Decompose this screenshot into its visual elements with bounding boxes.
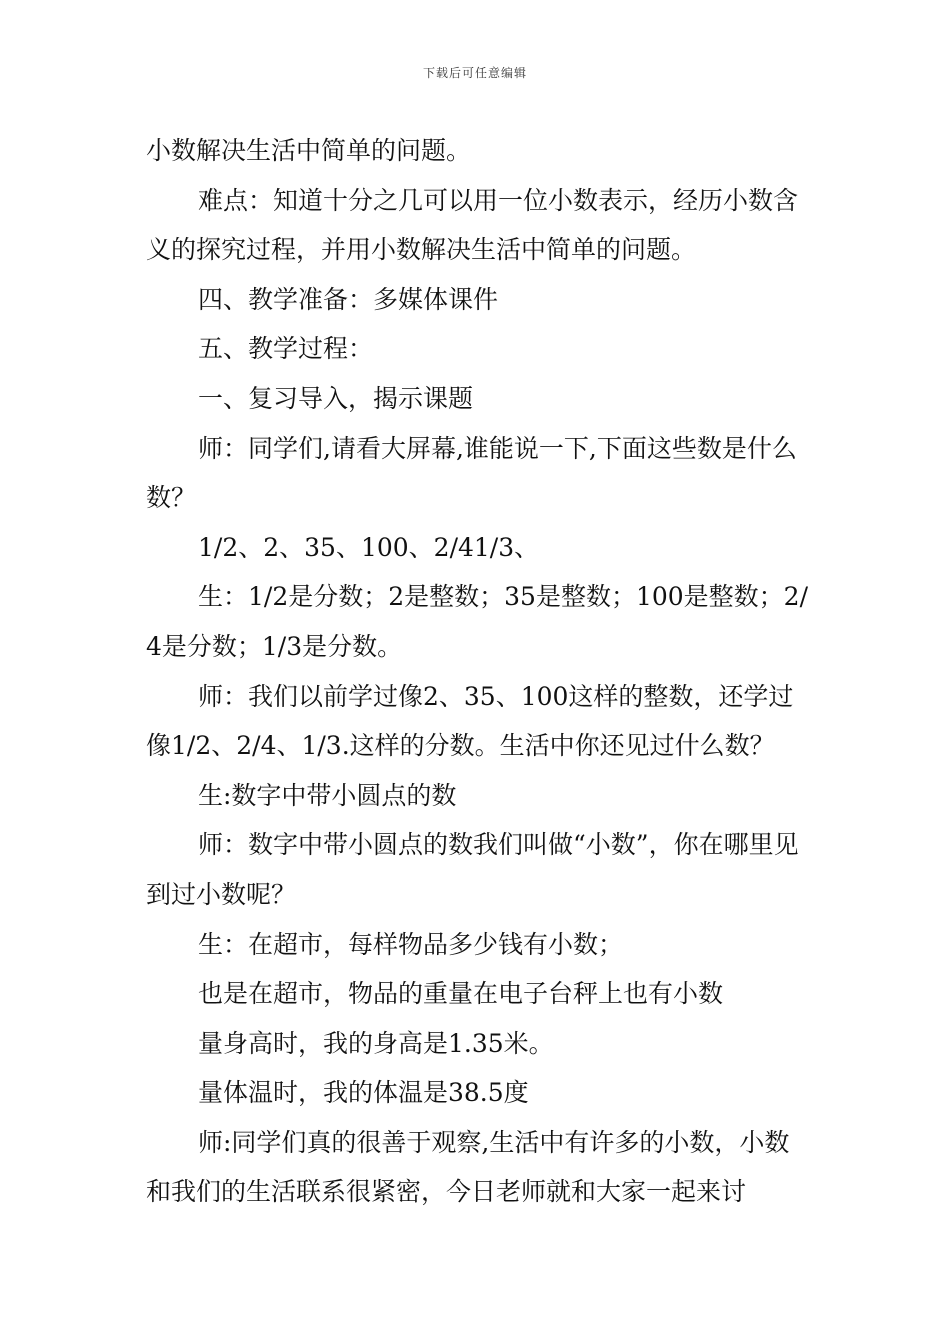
- paragraph: 也是在超市，物品的重量在电子台秤上也有小数: [198, 979, 724, 1009]
- paragraph: 师：数字中带小圆点的数我们叫做“小数”，你在哪里见到过小数呢？: [146, 830, 799, 909]
- paragraph: 难点：知道十分之几可以用一位小数表示，经历小数含义的探究过程，并用小数解决生活中简单的问题。: [146, 185, 799, 265]
- paragraph: 小数解决生活中简单的问题。: [146, 136, 472, 165]
- paragraph: 师：我们以前学过像2、35、100这样的整数，还学过像1/2、2/4、1/3.这样的分数。生活中你还见过什么数？: [146, 681, 794, 761]
- paragraph: 生:数字中带小圆点的数: [198, 780, 457, 810]
- paragraph: 师：同学们,请看大屏幕,谁能说一下,下面这些数是什么数？: [146, 433, 797, 513]
- paragraph: 1/2、2、35、100、2/41/3、: [198, 532, 540, 562]
- paragraph: 一、复习导入，揭示课题: [198, 383, 474, 413]
- paragraph: 师:同学们真的很善于观察,生活中有许多的小数，小数和我们的生活联系很紧密，今日老师就和大家一起来讨: [146, 1127, 790, 1207]
- paragraph: 五、教学过程：: [198, 334, 374, 364]
- paragraph: 生：在超市，每样物品多少钱有小数；: [198, 929, 624, 959]
- page-header-note: 下载后可任意编辑: [422, 66, 527, 80]
- paragraph: 四、教学准备：多媒体课件: [198, 284, 499, 314]
- paragraph: 生：1/2是分数；2是整数；35是整数；100是整数；2/4是分数；1/3是分数。: [146, 582, 808, 661]
- paragraph: 量体温时，我的体温是38.5度: [198, 1078, 529, 1108]
- paragraph: 量身高时，我的身高是1.35米。: [198, 1028, 554, 1058]
- document-body: [146, 126, 810, 1217]
